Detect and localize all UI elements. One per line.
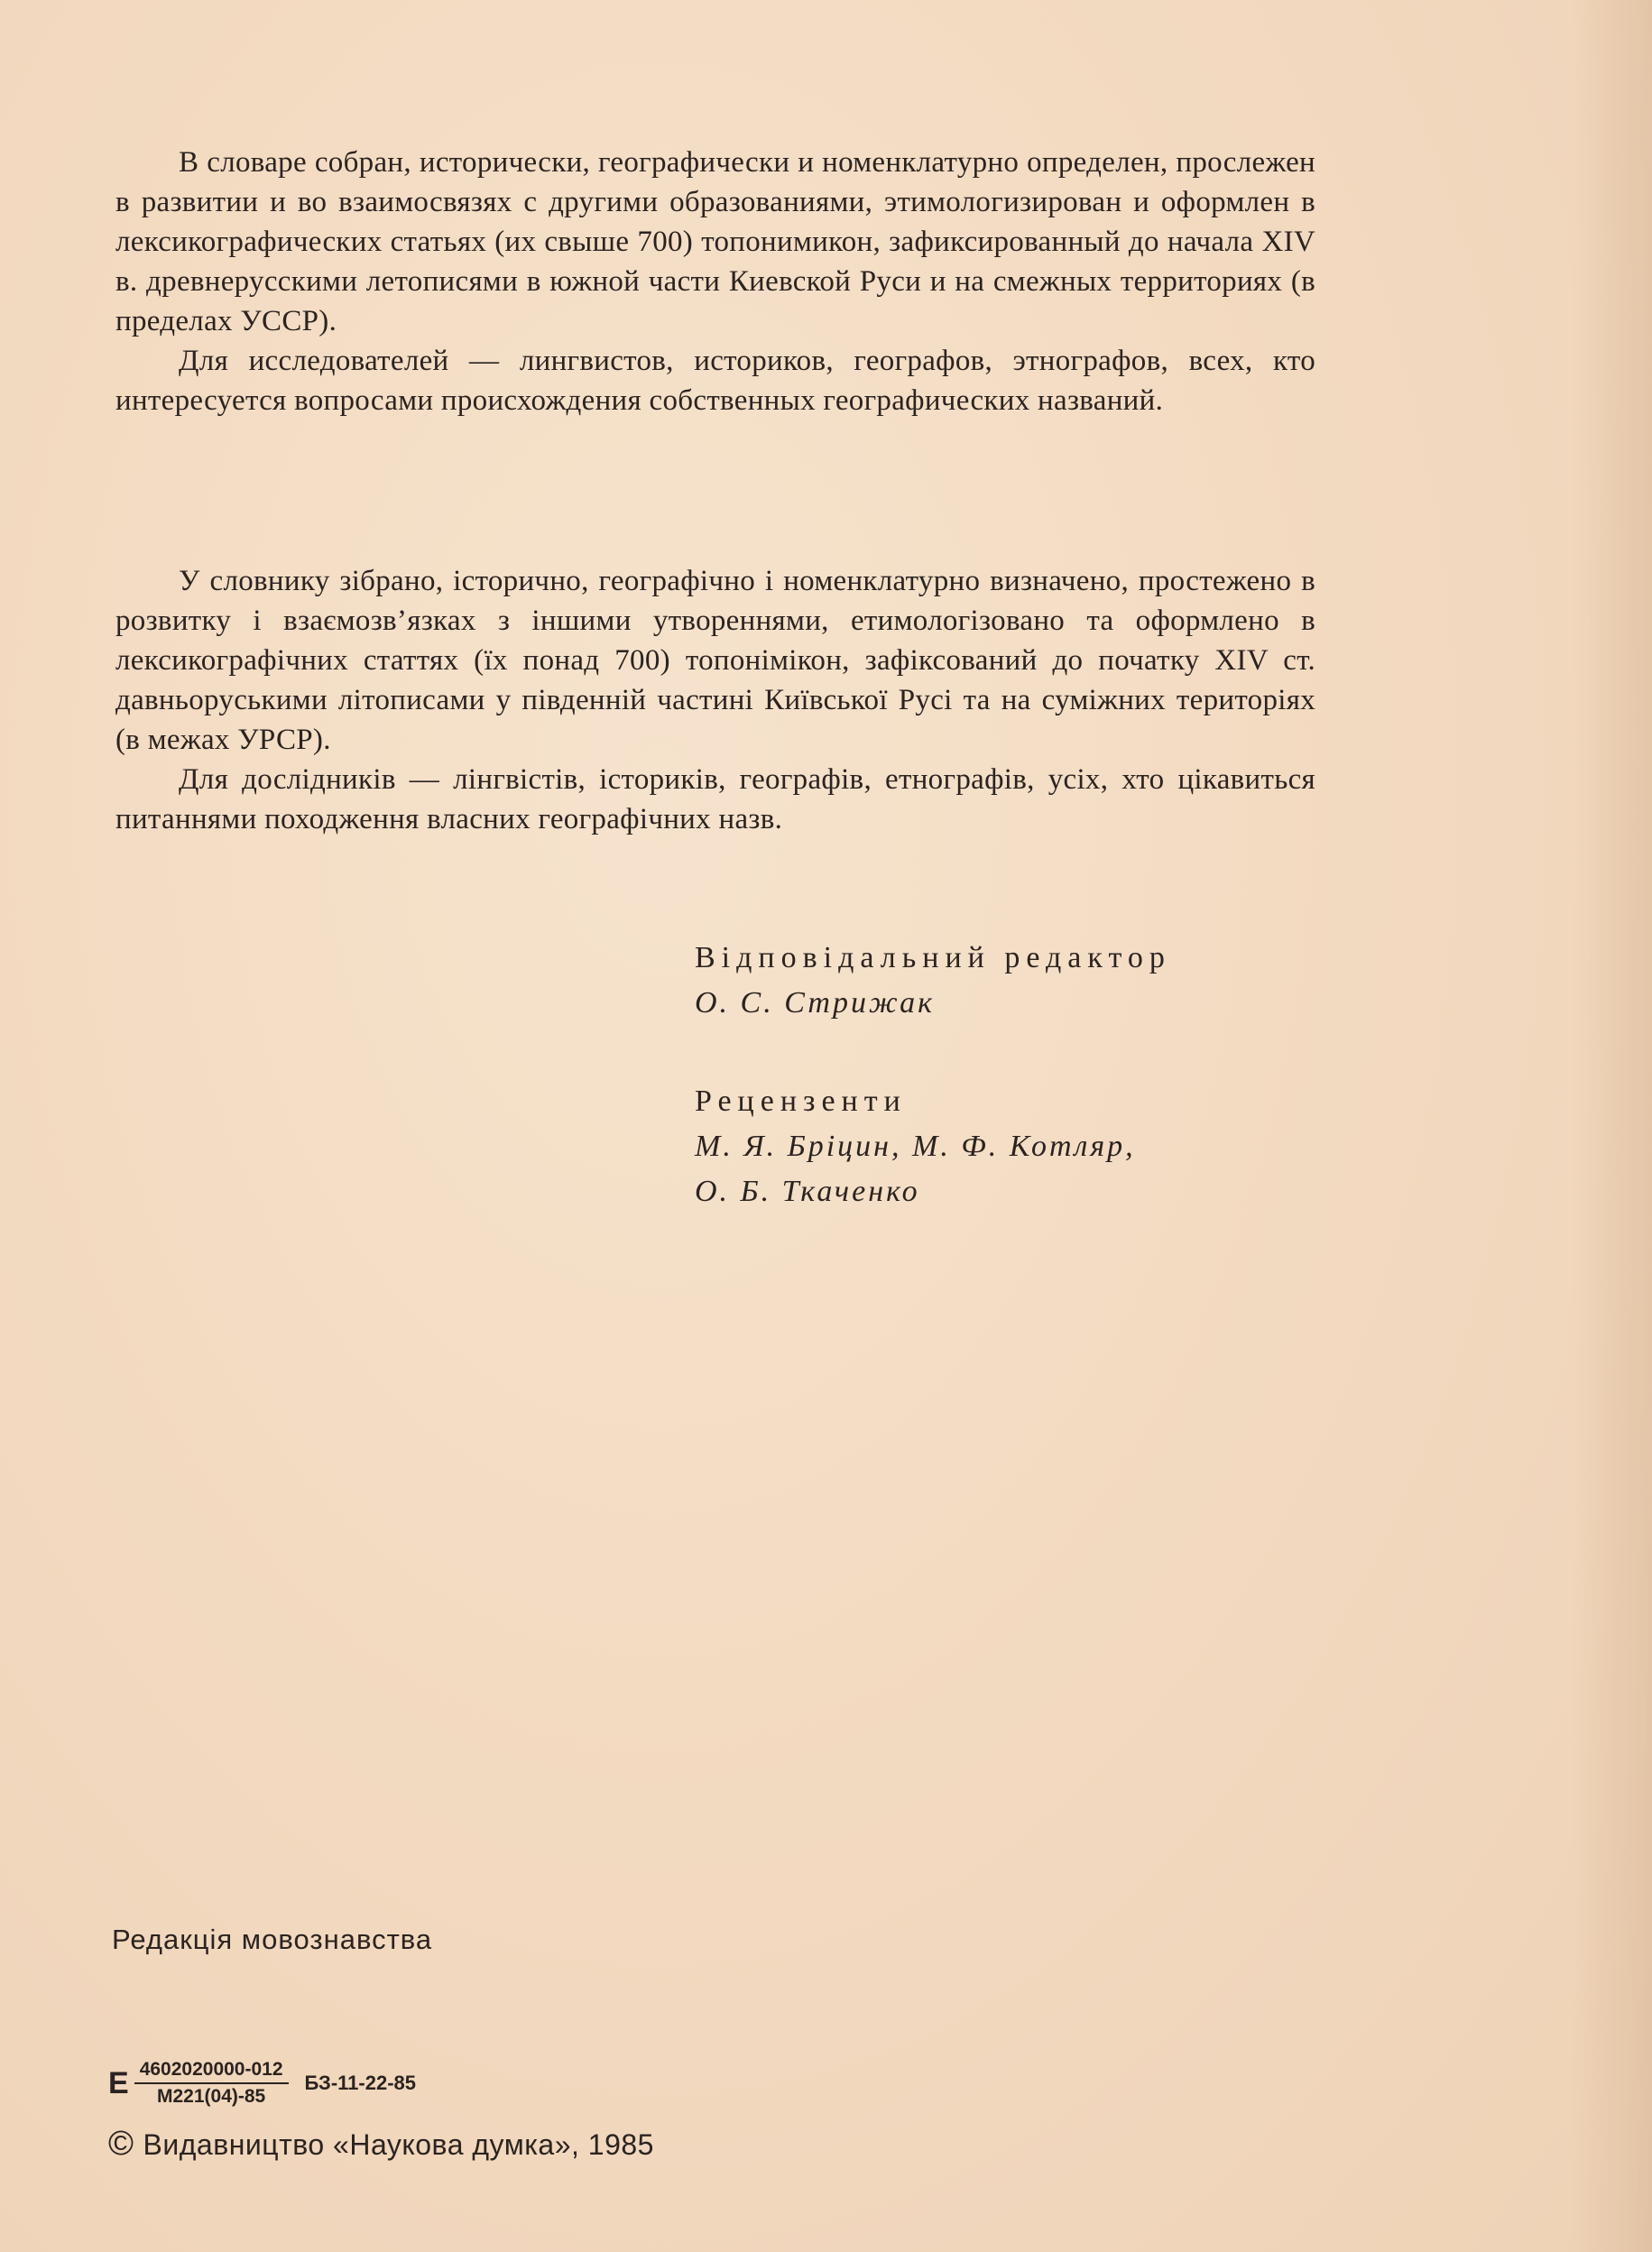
catalog-code-denominator: М221(04)-85 — [156, 2086, 266, 2107]
page-edge-shadow — [1571, 0, 1652, 2252]
reviewers-credits — [695, 1079, 1136, 1214]
catalog-code-suffix: БЗ-11-22-85 — [304, 2072, 416, 2094]
copyright-text: Видавництво «Наукова думка», 1985 — [143, 2128, 654, 2161]
russian-abstract — [115, 143, 1315, 420]
editor-heading: Відповідальний редактор — [695, 941, 1171, 974]
editor-name: О. С. Стрижак — [695, 986, 936, 1020]
russian-abstract-paragraph-2: Для исследователей — лингвистов, историков, географов, этнографов, всех, кто интересуется вопросами происхождения собственных географических названий. — [115, 345, 1315, 417]
catalog-code-letter: Е — [108, 2065, 129, 2100]
copyright-icon: © — [108, 2125, 134, 2163]
editor-credits — [695, 936, 1171, 1026]
reviewers-names-line-2: О. Б. Ткаченко — [695, 1175, 920, 1208]
department-label: Редакція мовознавства — [112, 1924, 433, 1955]
ukrainian-abstract-paragraph-2: Для дослідників — лінгвістів, істориків, географів, етнографів, усіх, хто цікавиться питаннями походження власних географічних назв. — [115, 763, 1315, 835]
reviewers-heading: Рецензенти — [695, 1084, 907, 1118]
catalog-code — [108, 2059, 416, 2108]
russian-abstract-paragraph-1: В словаре собран, исторически, географически и номенклатурно определен, прослежен в развитии и во взаимосвязях с другими образованиями, этимологизирован и оформлен в лексикографических статьях (их свыше 700) топонимикон, зафиксированный до начала XIV в. древнерусскими летописями в южной части Киевской Руси и на смежных территориях (в пределах УССР). — [115, 146, 1315, 337]
copyright-line — [108, 2125, 654, 2164]
reviewers-names-line-1: М. Я. Бріцин, М. Ф. Котляр, — [695, 1130, 1136, 1163]
catalog-code-fraction — [134, 2059, 289, 2108]
ukrainian-abstract-paragraph-1: У словнику зібрано, історично, географічно і номенклатурно визначено, простежено в розвитку і взаємозв’язках з іншими утвореннями, етимологізовано та оформлено в лексикографічних статтях (їх понад 700) топонімікон, зафіксований до початку XIV ст. давньоруськими літописами у південній частині Київської Русі та на суміжних територіях (в межах УРСР). — [115, 565, 1315, 756]
ukrainian-abstract — [115, 561, 1315, 839]
catalog-code-numerator: 4602020000-012 — [134, 2059, 289, 2084]
